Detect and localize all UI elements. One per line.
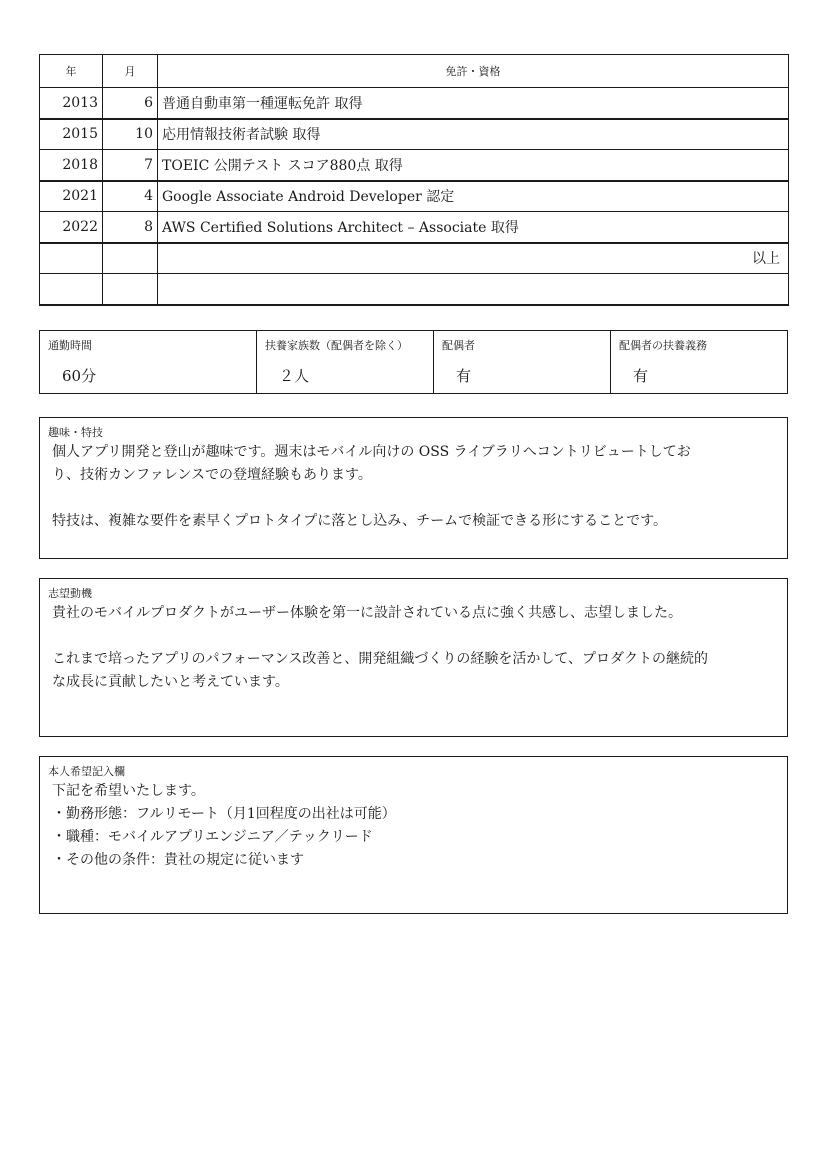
hobbies-line: 特技は、複雑な要件を素早くプロトタイプに落とし込み、チームで検証できる形にすることです。 [52, 513, 668, 529]
licenses-table [39, 54, 789, 306]
month-cell [103, 243, 158, 274]
license-cell: 普通自動車第一種運転免許 取得 [158, 88, 789, 119]
requests-text [52, 780, 773, 872]
licenses-header-row [40, 55, 789, 88]
motivation-section [39, 578, 788, 737]
motivation-line: な成長に貢献したいと考えています。 [52, 674, 289, 690]
requests-line: ・その他の条件：貴社の規定に従います [52, 852, 304, 868]
hobbies-section [39, 417, 788, 559]
commute-label: 通勤時間 [48, 339, 92, 352]
year-cell: 2022 [40, 212, 103, 243]
motivation-line: 貴社のモバイルプロダクトがユーザー体験を第一に設計されている点に強く共感し、志望しました。 [52, 605, 682, 621]
dependents-value: ２人 [279, 367, 310, 385]
month-cell: 4 [103, 181, 158, 212]
license-cell: AWS Certified Solutions Architect – Associate 取得 [158, 212, 789, 243]
spouse-support-label: 配偶者の扶養義務 [619, 339, 707, 352]
motivation-line: これまで培ったアプリのパフォーマンス改善と、開発組織づくりの経験を活かして、プロダクトの継続的 [52, 651, 709, 667]
table-row [40, 212, 789, 243]
hobbies-label: 趣味・特技 [48, 426, 103, 439]
dependents-label: 扶養家族数（配偶者を除く） [265, 339, 408, 352]
motivation-label: 志望動機 [48, 587, 92, 600]
license-cell [158, 274, 789, 305]
motivation-text [52, 602, 773, 694]
spouse-cell [434, 331, 611, 393]
commute-value: 60分 [62, 367, 97, 385]
requests-line: ・勤務形態：フルリモート（月1回程度の出社は可能） [52, 806, 396, 822]
requests-line: 下記を希望いたします。 [52, 783, 205, 799]
spouse-label: 配偶者 [442, 339, 475, 352]
table-row [40, 150, 789, 181]
spouse-support-cell [611, 331, 786, 393]
personal-info-row [39, 330, 788, 394]
year-cell [40, 243, 103, 274]
year-cell: 2018 [40, 150, 103, 181]
month-cell: 7 [103, 150, 158, 181]
year-header: 年 [40, 55, 103, 88]
table-row [40, 119, 789, 150]
license-cell: TOEIC 公開テスト スコア880点 取得 [158, 150, 789, 181]
spouse-value: 有 [456, 367, 472, 385]
month-cell: 8 [103, 212, 158, 243]
month-header: 月 [103, 55, 158, 88]
table-row [40, 181, 789, 212]
license-cell: Google Associate Android Developer 認定 [158, 181, 789, 212]
month-cell: 6 [103, 88, 158, 119]
spouse-support-value: 有 [633, 367, 649, 385]
dependents-cell [257, 331, 434, 393]
year-cell [40, 274, 103, 305]
license-header: 免許・資格 [158, 55, 789, 88]
requests-line: ・職種：モバイルアプリエンジニア／テックリード [52, 829, 373, 845]
table-row [40, 88, 789, 119]
hobbies-line: り、技術カンファレンスでの登壇経験もあります。 [52, 467, 372, 483]
month-cell [103, 274, 158, 305]
month-cell: 10 [103, 119, 158, 150]
year-cell: 2021 [40, 181, 103, 212]
end-mark: 以上 [158, 243, 789, 274]
commute-cell [40, 331, 257, 393]
hobbies-line: 個人アプリ開発と登山が趣味です。週末はモバイル向けの OSS ライブラリへコントリビュートしてお [52, 444, 691, 460]
hobbies-text [52, 441, 773, 533]
requests-section [39, 756, 788, 914]
year-cell: 2015 [40, 119, 103, 150]
license-cell: 応用情報技術者試験 取得 [158, 119, 789, 150]
table-row [40, 274, 789, 305]
requests-label: 本人希望記入欄 [48, 765, 125, 778]
table-row [40, 243, 789, 274]
year-cell: 2013 [40, 88, 103, 119]
